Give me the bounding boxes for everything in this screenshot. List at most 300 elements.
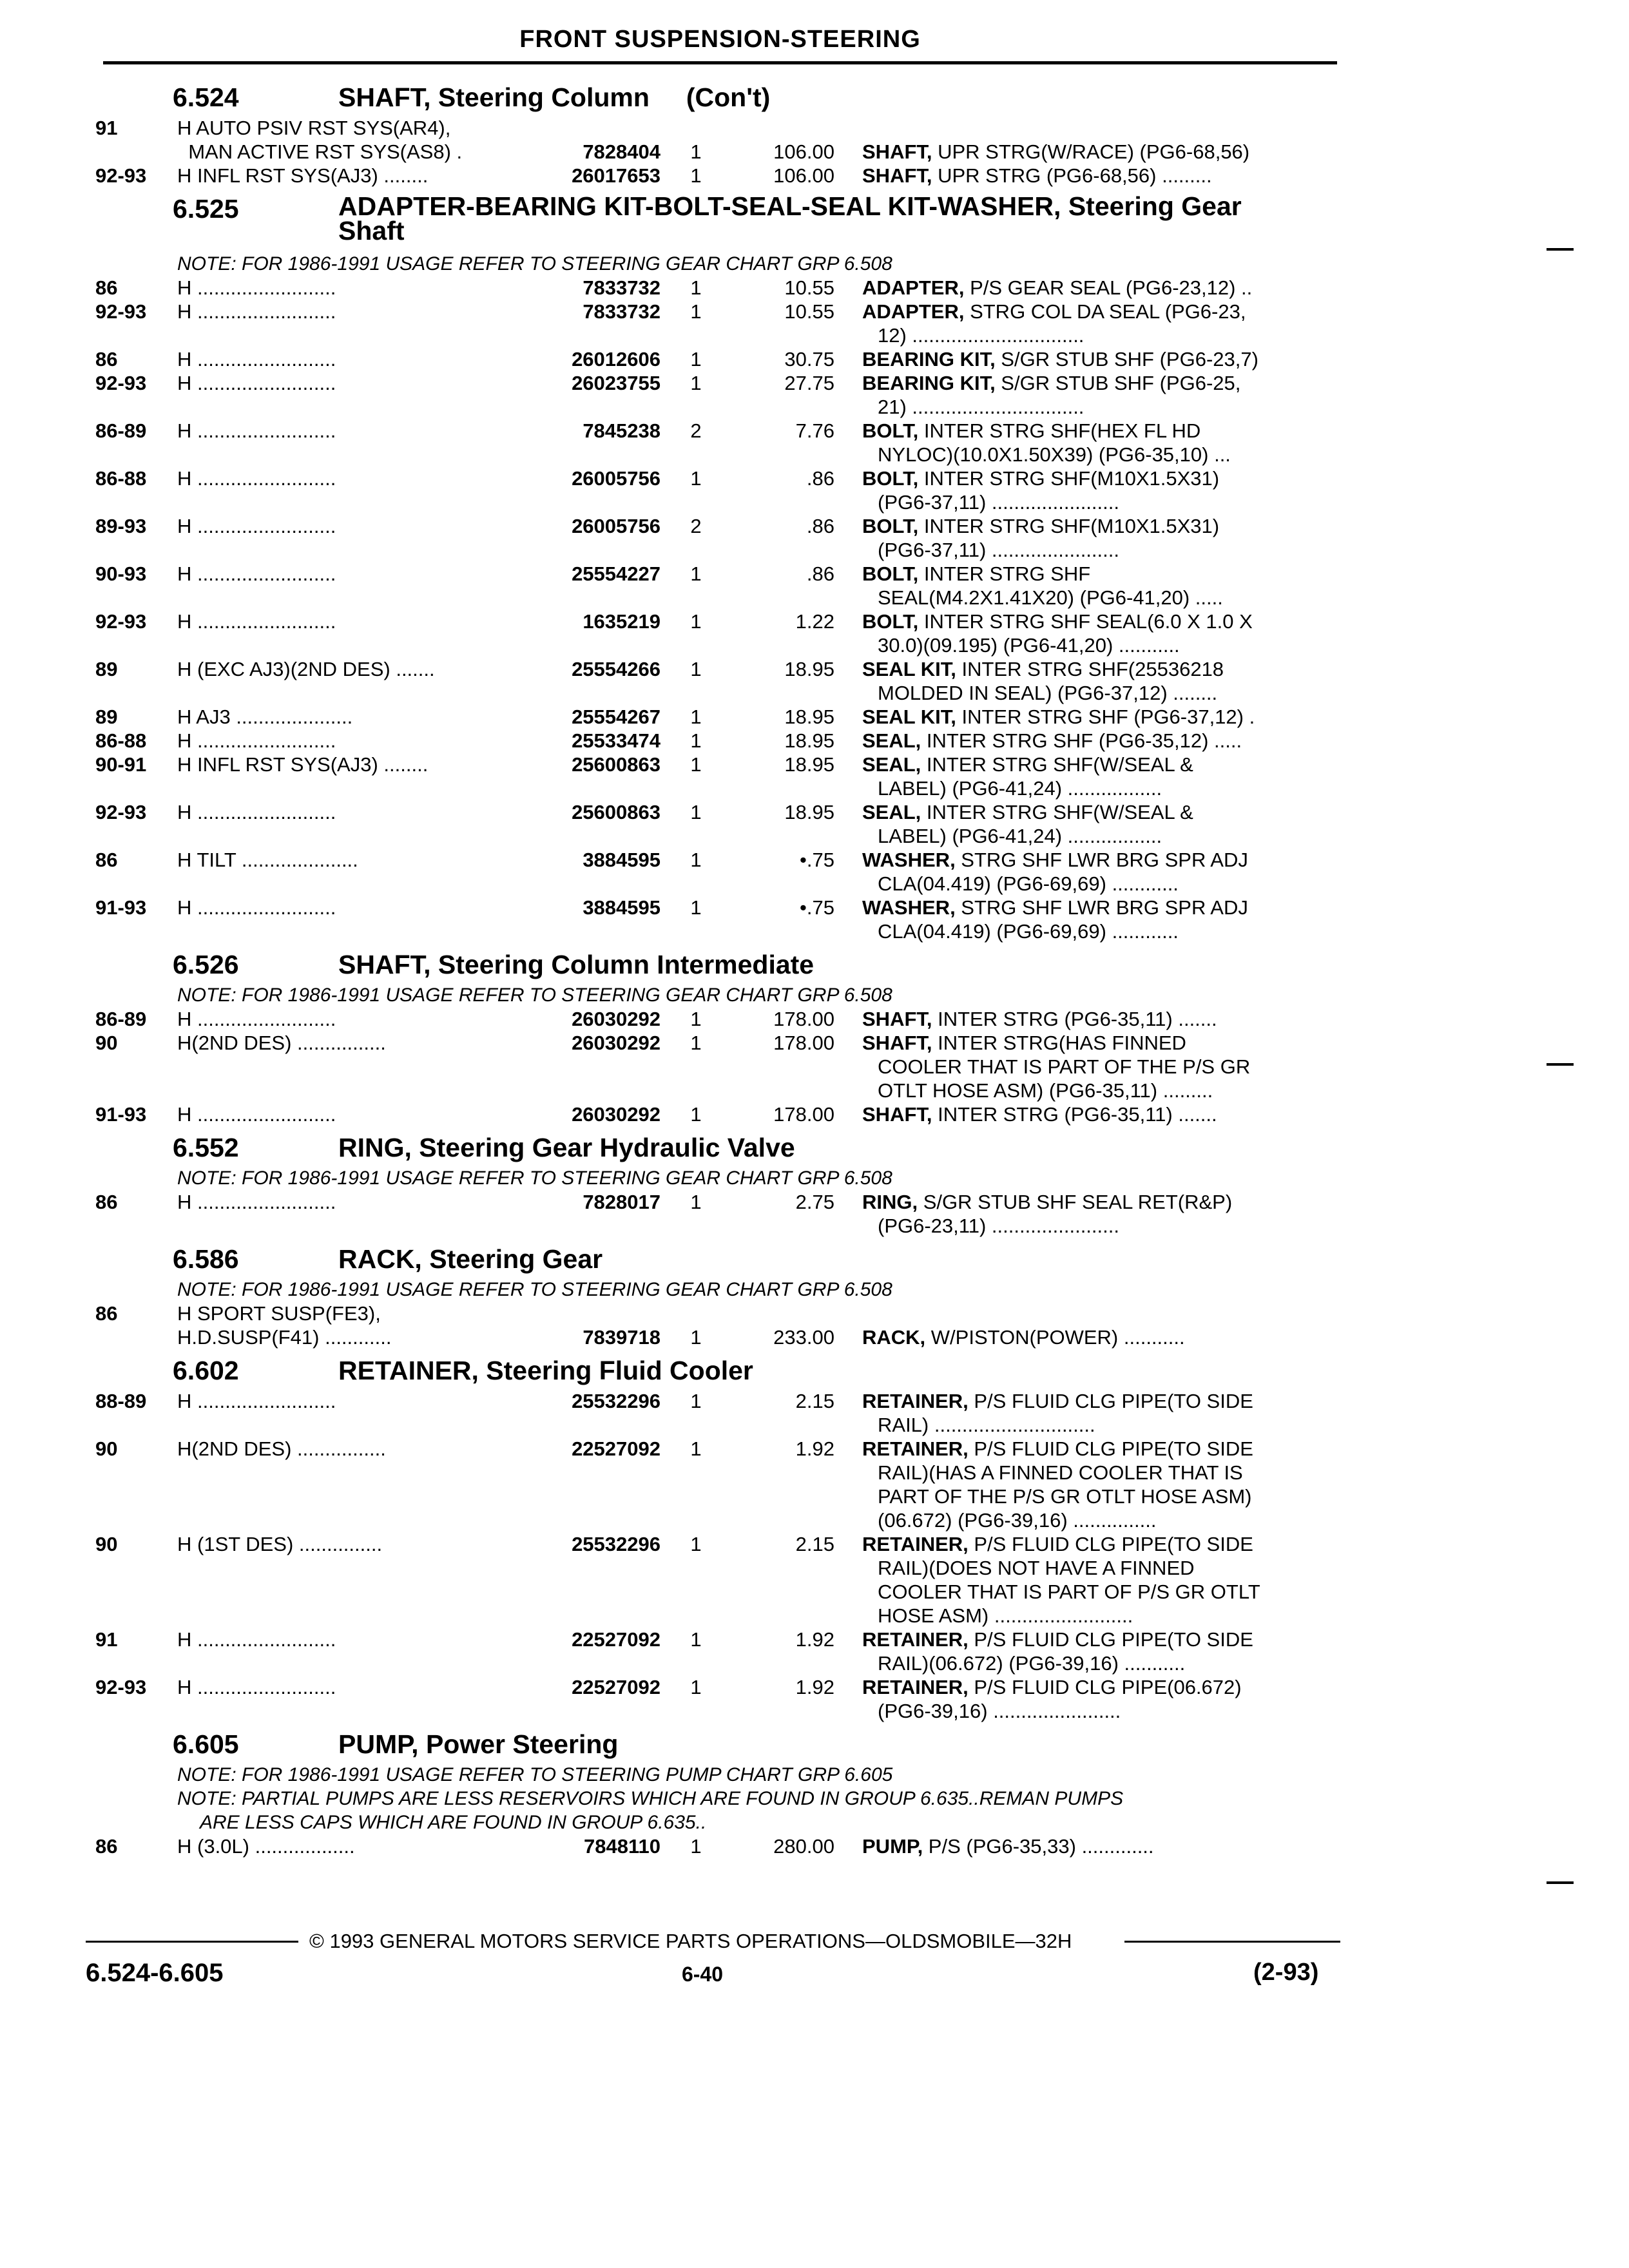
model-year: 91 [95,1628,118,1651]
section-number: 6.525 [173,194,239,224]
quantity: 1 [690,1835,702,1858]
quantity: 1 [690,300,702,323]
price: 18.95 [784,658,834,680]
part-name [862,800,1339,848]
part-number: 25533474 [572,729,660,752]
page-header-title: FRONT SUSPENSION-STEERING [519,26,921,53]
model-year: 90-91 [95,753,147,776]
model-year: 86-88 [95,729,147,752]
price: 2.75 [795,1191,834,1213]
part-name-line: SEAL, INTER STRG SHF(W/SEAL & [862,801,1193,823]
part-number: 7833732 [583,276,660,299]
part-keyword: RETAINER, [862,1533,969,1555]
part-name [862,610,1339,657]
part-row [0,371,1629,419]
catalog-section [0,80,1629,187]
part-name-line: SEAL, INTER STRG SHF(W/SEAL & [862,753,1193,776]
quantity: 1 [690,729,702,752]
part-row [0,705,1629,729]
part-name-continuation: COOLER THAT IS PART OF THE P/S GR [878,1055,1251,1078]
part-name-line: PUMP, P/S (PG6-35,33) ............. [862,1835,1154,1858]
model-year: 86 [95,849,118,871]
application-description: H ......................... [177,419,336,442]
price: .86 [806,562,834,585]
model-year: 92-93 [95,372,147,394]
part-name-line: RACK, W/PISTON(POWER) ........... [862,1326,1185,1349]
model-year: 89 [95,706,118,728]
model-year: 92-93 [95,1676,147,1698]
part-row [0,514,1629,562]
part-name [862,1007,1339,1031]
usage-note: NOTE: FOR 1986-1991 USAGE REFER TO STEERING GEAR CHART GRP 6.508 [177,1168,892,1189]
price: 18.95 [784,729,834,752]
part-number: 7848110 [584,1835,660,1858]
header-rule [103,61,1337,64]
part-number: 26005756 [572,467,660,490]
part-name [862,1532,1339,1628]
quantity: 1 [690,658,702,680]
part-row [0,116,1629,140]
part-row [0,610,1629,657]
part-row [0,1007,1629,1031]
part-name-line: RETAINER, P/S FLUID CLG PIPE(TO SIDE [862,1390,1253,1412]
part-keyword: BEARING KIT, [862,372,996,394]
price: 178.00 [773,1103,834,1126]
price: 10.55 [784,276,834,299]
part-keyword: SHAFT, [862,1008,932,1030]
section-title: SHAFT, Steering Column Intermediate [338,950,815,979]
model-year: 91-93 [95,896,147,919]
part-name-line: WASHER, STRG SHF LWR BRG SPR ADJ [862,849,1248,871]
model-year: 91 [95,117,118,139]
footer-section-range: 6.524-6.605 [86,1959,224,1987]
part-number: 25554266 [572,658,660,680]
quantity: 1 [690,801,702,823]
price: 1.92 [795,1676,834,1698]
section-title: ADAPTER-BEARING KIT-BOLT-SEAL-SEAL KIT-WASHER, Steering Gear Shaft [338,191,1249,245]
section-number: 6.602 [173,1356,239,1385]
application-description: H ......................... [177,515,336,537]
part-row [0,896,1629,943]
margin-mark [1547,248,1574,251]
model-year: 92-93 [95,164,147,187]
model-year: 92-93 [95,300,147,323]
part-number: 22527092 [572,1628,660,1651]
part-name [862,1190,1339,1238]
part-name [862,300,1339,347]
price: 178.00 [773,1032,834,1054]
part-number: 26030292 [572,1008,660,1030]
usage-note: NOTE: FOR 1986-1991 USAGE REFER TO STEERING GEAR CHART GRP 6.508 [177,253,892,274]
part-name [862,371,1339,419]
price: 2.15 [795,1533,834,1555]
part-keyword: RETAINER, [862,1676,969,1698]
part-row [0,1102,1629,1126]
model-year: 86 [95,348,118,370]
part-name-line: SEAL KIT, INTER STRG SHF(25536218 [862,658,1224,680]
application-description: H ......................... [177,300,336,323]
margin-mark [1547,1063,1574,1066]
quantity: 1 [690,140,702,163]
part-row [0,276,1629,300]
model-year: 90-93 [95,562,147,585]
section-title: RACK, Steering Gear [338,1244,603,1274]
quantity: 1 [690,1533,702,1555]
footer-date: (2-93) [1253,1959,1319,1986]
part-number: 1635219 [583,610,660,633]
part-number: 25532296 [572,1390,660,1412]
part-keyword: BOLT, [862,467,919,490]
price: 18.95 [784,801,834,823]
part-name [862,562,1339,610]
application-description: H ......................... [177,1390,336,1412]
quantity: 1 [690,849,702,871]
application-description: H (3.0L) .................. [177,1835,355,1858]
model-year: 90 [95,1032,118,1054]
part-number: 26005756 [572,515,660,537]
quantity: 2 [690,515,702,537]
part-row [0,1389,1629,1437]
catalog-section [0,947,1629,1126]
quantity: 1 [690,1628,702,1651]
part-row [0,300,1629,347]
part-number: 26030292 [572,1103,660,1126]
part-row [0,848,1629,896]
part-number: 25600863 [572,801,660,823]
part-keyword: WASHER, [862,849,956,871]
footer-rule-left [86,1941,298,1943]
part-name-line: SHAFT, INTER STRG (PG6-35,11) ....... [862,1008,1217,1030]
section-title: RETAINER, Steering Fluid Cooler [338,1356,753,1385]
application-description: H(2ND DES) ................ [177,1032,386,1054]
part-name-line: BEARING KIT, S/GR STUB SHF (PG6-23,7) [862,348,1258,370]
part-keyword: BOLT, [862,562,919,585]
part-name-line: BOLT, INTER STRG SHF(HEX FL HD [862,419,1201,442]
part-name [862,276,1339,300]
application-description: H (1ST DES) ............... [177,1533,383,1555]
part-keyword: BOLT, [862,515,919,537]
section-heading [0,1727,1629,1763]
part-row [0,562,1629,610]
part-name [862,1102,1339,1126]
usage-note: ARE LESS CAPS WHICH ARE FOUND IN GROUP 6.635.. [200,1812,707,1833]
part-name-line: RETAINER, P/S FLUID CLG PIPE(TO SIDE [862,1533,1253,1555]
part-name [862,164,1339,187]
price: 106.00 [773,164,834,187]
part-name-continuation: RAIL) ............................. [878,1414,1095,1436]
application-description: H ......................... [177,1676,336,1698]
part-name [862,466,1339,514]
application-description: H ......................... [177,610,336,633]
quantity: 1 [690,276,702,299]
application-description: MAN ACTIVE RST SYS(AS8) . [177,140,463,163]
part-keyword: WASHER, [862,896,956,919]
application-description: H ......................... [177,896,336,919]
part-number: 7828404 [583,140,660,163]
quantity: 1 [690,1390,702,1412]
application-description: H ......................... [177,276,336,299]
model-year: 86 [95,1191,118,1213]
part-name-line: ADAPTER, STRG COL DA SEAL (PG6-23, [862,300,1246,323]
section-heading [0,947,1629,983]
part-row [0,1437,1629,1532]
part-row [0,1325,1629,1349]
application-description: H ......................... [177,729,336,752]
part-keyword: SEAL, [862,753,921,776]
catalog-section [0,1130,1629,1238]
part-row [0,164,1629,187]
quantity: 1 [690,1676,702,1698]
quantity: 1 [690,164,702,187]
part-number: 25554267 [572,706,660,728]
usage-note: NOTE: FOR 1986-1991 USAGE REFER TO STEERING GEAR CHART GRP 6.508 [177,985,892,1006]
model-year: 88-89 [95,1390,147,1412]
part-name [862,1031,1339,1102]
quantity: 2 [690,419,702,442]
model-year: 86 [95,1835,118,1858]
part-number: 25600863 [572,753,660,776]
part-name-continuation: PART OF THE P/S GR OTLT HOSE ASM) [878,1485,1252,1508]
model-year: 86 [95,276,118,299]
part-name-continuation: (PG6-37,11) ....................... [878,539,1119,561]
application-description: H AUTO PSIV RST SYS(AR4), [177,117,451,139]
quantity: 1 [690,1191,702,1213]
price: 1.92 [795,1628,834,1651]
part-row [0,419,1629,466]
part-number: 26017653 [572,164,660,187]
section-title: PUMP, Power Steering [338,1729,619,1759]
model-year: 86-89 [95,419,147,442]
part-name [862,514,1339,562]
part-name-continuation: NYLOC)(10.0X1.50X39) (PG6-35,10) ... [878,443,1231,466]
price: 18.95 [784,706,834,728]
price: 10.55 [784,300,834,323]
part-number: 25554227 [572,562,660,585]
part-name-line: BOLT, INTER STRG SHF [862,562,1091,585]
part-keyword: SEAL, [862,801,921,823]
part-name-line: SHAFT, UPR STRG (PG6-68,56) ......... [862,164,1212,187]
margin-mark [1547,1881,1574,1884]
part-row [0,347,1629,371]
section-number: 6.524 [173,82,239,112]
part-name-line: SHAFT, INTER STRG(HAS FINNED [862,1032,1186,1054]
part-name [862,753,1339,800]
part-number: 26012606 [572,348,660,370]
part-keyword: RETAINER, [862,1437,969,1460]
part-keyword: SEAL KIT, [862,706,956,728]
part-row [0,1628,1629,1675]
price: 18.95 [784,753,834,776]
application-description: H TILT ..................... [177,849,358,871]
quantity: 1 [690,467,702,490]
part-row [0,140,1629,164]
part-name [862,140,1339,164]
part-keyword: BOLT, [862,610,919,633]
part-name-line: RETAINER, P/S FLUID CLG PIPE(TO SIDE [862,1437,1253,1460]
model-year: 89 [95,658,118,680]
part-name-line: SHAFT, INTER STRG (PG6-35,11) ....... [862,1103,1217,1126]
application-description: H ......................... [177,562,336,585]
part-row [0,1532,1629,1628]
part-row [0,657,1629,705]
part-number: 7839718 [583,1326,660,1349]
price: 1.22 [795,610,834,633]
application-description: H ......................... [177,1628,336,1651]
part-number: 3884595 [583,896,660,919]
application-description: H (EXC AJ3)(2ND DES) ....... [177,658,435,680]
application-description: H SPORT SUSP(FE3), [177,1302,381,1325]
section-number: 6.552 [173,1133,239,1162]
part-name-continuation: (PG6-37,11) ....................... [878,491,1119,514]
price: 30.75 [784,348,834,370]
part-name-continuation: 21) ............................... [878,396,1084,418]
application-description: H AJ3 ..................... [177,706,353,728]
application-description: H.D.SUSP(F41) ............ [177,1326,392,1349]
application-description: H INFL RST SYS(AJ3) ........ [177,753,429,776]
quantity: 1 [690,1008,702,1030]
footer-page-number: 6-40 [682,1963,724,1986]
part-row [0,1190,1629,1238]
part-name-line: BOLT, INTER STRG SHF(M10X1.5X31) [862,467,1220,490]
section-number: 6.586 [173,1244,239,1274]
part-keyword: RETAINER, [862,1390,969,1412]
model-year: 91-93 [95,1103,147,1126]
quantity: 1 [690,562,702,585]
part-name-continuation: RAIL)(06.672) (PG6-39,16) ........... [878,1652,1186,1675]
catalog-section [0,1353,1629,1723]
part-number: 26023755 [572,372,660,394]
part-name-line: SHAFT, UPR STRG(W/RACE) (PG6-68,56) [862,140,1250,163]
part-name [862,1628,1339,1675]
application-description: H ......................... [177,467,336,490]
section-number: 6.526 [173,950,239,979]
quantity: 1 [690,1437,702,1460]
part-number: 7833732 [583,300,660,323]
catalog-section [0,1727,1629,1858]
model-year: 86-89 [95,1008,147,1030]
part-name-line: SEAL, INTER STRG SHF (PG6-35,12) ..... [862,729,1242,752]
catalog-section [0,191,1629,943]
part-name-continuation: RAIL)(DOES NOT HAVE A FINNED [878,1557,1195,1579]
part-name-continuation: 12) ............................... [878,324,1084,347]
part-number: 26030292 [572,1032,660,1054]
part-number: 25532296 [572,1533,660,1555]
part-row [0,800,1629,848]
part-row [0,1834,1629,1858]
part-keyword: SHAFT, [862,140,932,163]
footer-rule-right [1124,1941,1340,1943]
part-keyword: BOLT, [862,419,919,442]
price: •.75 [800,896,834,919]
quantity: 1 [690,1103,702,1126]
part-name [862,347,1339,371]
quantity: 1 [690,706,702,728]
model-year: 89-93 [95,515,147,537]
quantity: 1 [690,348,702,370]
part-row [0,466,1629,514]
part-row [0,1675,1629,1723]
part-number: 22527092 [572,1676,660,1698]
quantity: 1 [690,610,702,633]
part-name-line: BEARING KIT, S/GR STUB SHF (PG6-25, [862,372,1241,394]
part-name-line: RETAINER, P/S FLUID CLG PIPE(06.672) [862,1676,1242,1698]
part-name-continuation: SEAL(M4.2X1.41X20) (PG6-41,20) ..... [878,586,1223,609]
application-description: H ......................... [177,1103,336,1126]
part-name-continuation: (06.672) (PG6-39,16) ............... [878,1509,1157,1532]
part-name-continuation: (PG6-23,11) ....................... [878,1215,1119,1237]
price: 7.76 [795,419,834,442]
part-keyword: SHAFT, [862,1103,932,1126]
price: 106.00 [773,140,834,163]
application-description: H ......................... [177,1191,336,1213]
part-row [0,1302,1629,1325]
part-row [0,729,1629,753]
quantity: 1 [690,372,702,394]
part-name-continuation: HOSE ASM) ......................... [878,1604,1133,1627]
part-name-continuation: (PG6-39,16) ....................... [878,1700,1121,1722]
part-name-continuation: MOLDED IN SEAL) (PG6-37,12) ........ [878,682,1218,704]
quantity: 1 [690,896,702,919]
footer-copyright: © 1993 GENERAL MOTORS SERVICE PARTS OPERATIONS—OLDSMOBILE—32H [309,1930,1072,1952]
part-number: 3884595 [583,849,660,871]
usage-note: NOTE: FOR 1986-1991 USAGE REFER TO STEERING GEAR CHART GRP 6.508 [177,1279,892,1300]
part-keyword: SEAL KIT, [862,658,956,680]
part-name [862,1834,1339,1858]
price: .86 [806,467,834,490]
application-description: H ......................... [177,348,336,370]
part-keyword: ADAPTER, [862,276,965,299]
part-keyword: SHAFT, [862,1032,932,1054]
part-name-line: WASHER, STRG SHF LWR BRG SPR ADJ [862,896,1248,919]
model-year: 92-93 [95,610,147,633]
part-keyword: BEARING KIT, [862,348,996,370]
section-heading [0,1242,1629,1278]
part-name-line: SEAL KIT, INTER STRG SHF (PG6-37,12) . [862,706,1255,728]
model-year: 86 [95,1302,118,1325]
part-name-continuation: LABEL) (PG6-41,24) ................. [878,777,1162,800]
part-name [862,1325,1339,1349]
section-heading [0,1353,1629,1389]
part-name [862,848,1339,896]
application-description: H ......................... [177,801,336,823]
model-year: 90 [95,1533,118,1555]
part-keyword: RETAINER, [862,1628,969,1651]
part-name-continuation: OTLT HOSE ASM) (PG6-35,11) ......... [878,1079,1213,1102]
part-keyword: RING, [862,1191,918,1213]
section-heading [0,191,1629,252]
part-keyword: RACK, [862,1326,926,1349]
part-name-line: RING, S/GR STUB SHF SEAL RET(R&P) [862,1191,1233,1213]
section-heading [0,1130,1629,1166]
part-name-line: RETAINER, P/S FLUID CLG PIPE(TO SIDE [862,1628,1253,1651]
price: 233.00 [773,1326,834,1349]
part-row [0,753,1629,800]
model-year: 90 [95,1437,118,1460]
part-name [862,896,1339,943]
part-name-continuation: RAIL)(HAS A FINNED COOLER THAT IS [878,1461,1243,1484]
application-description: H ......................... [177,372,336,394]
parts-list [0,76,1629,1858]
catalog-section [0,1242,1629,1349]
quantity: 1 [690,1032,702,1054]
price: 1.92 [795,1437,834,1460]
part-name-continuation: 30.0)(09.195) (PG6-41,20) ........... [878,634,1180,657]
part-name-continuation: LABEL) (PG6-41,24) ................. [878,825,1162,847]
part-name-continuation: COOLER THAT IS PART OF P/S GR OTLT [878,1581,1260,1603]
price: 2.15 [795,1390,834,1412]
part-keyword: SHAFT, [862,164,932,187]
part-name [862,729,1339,753]
